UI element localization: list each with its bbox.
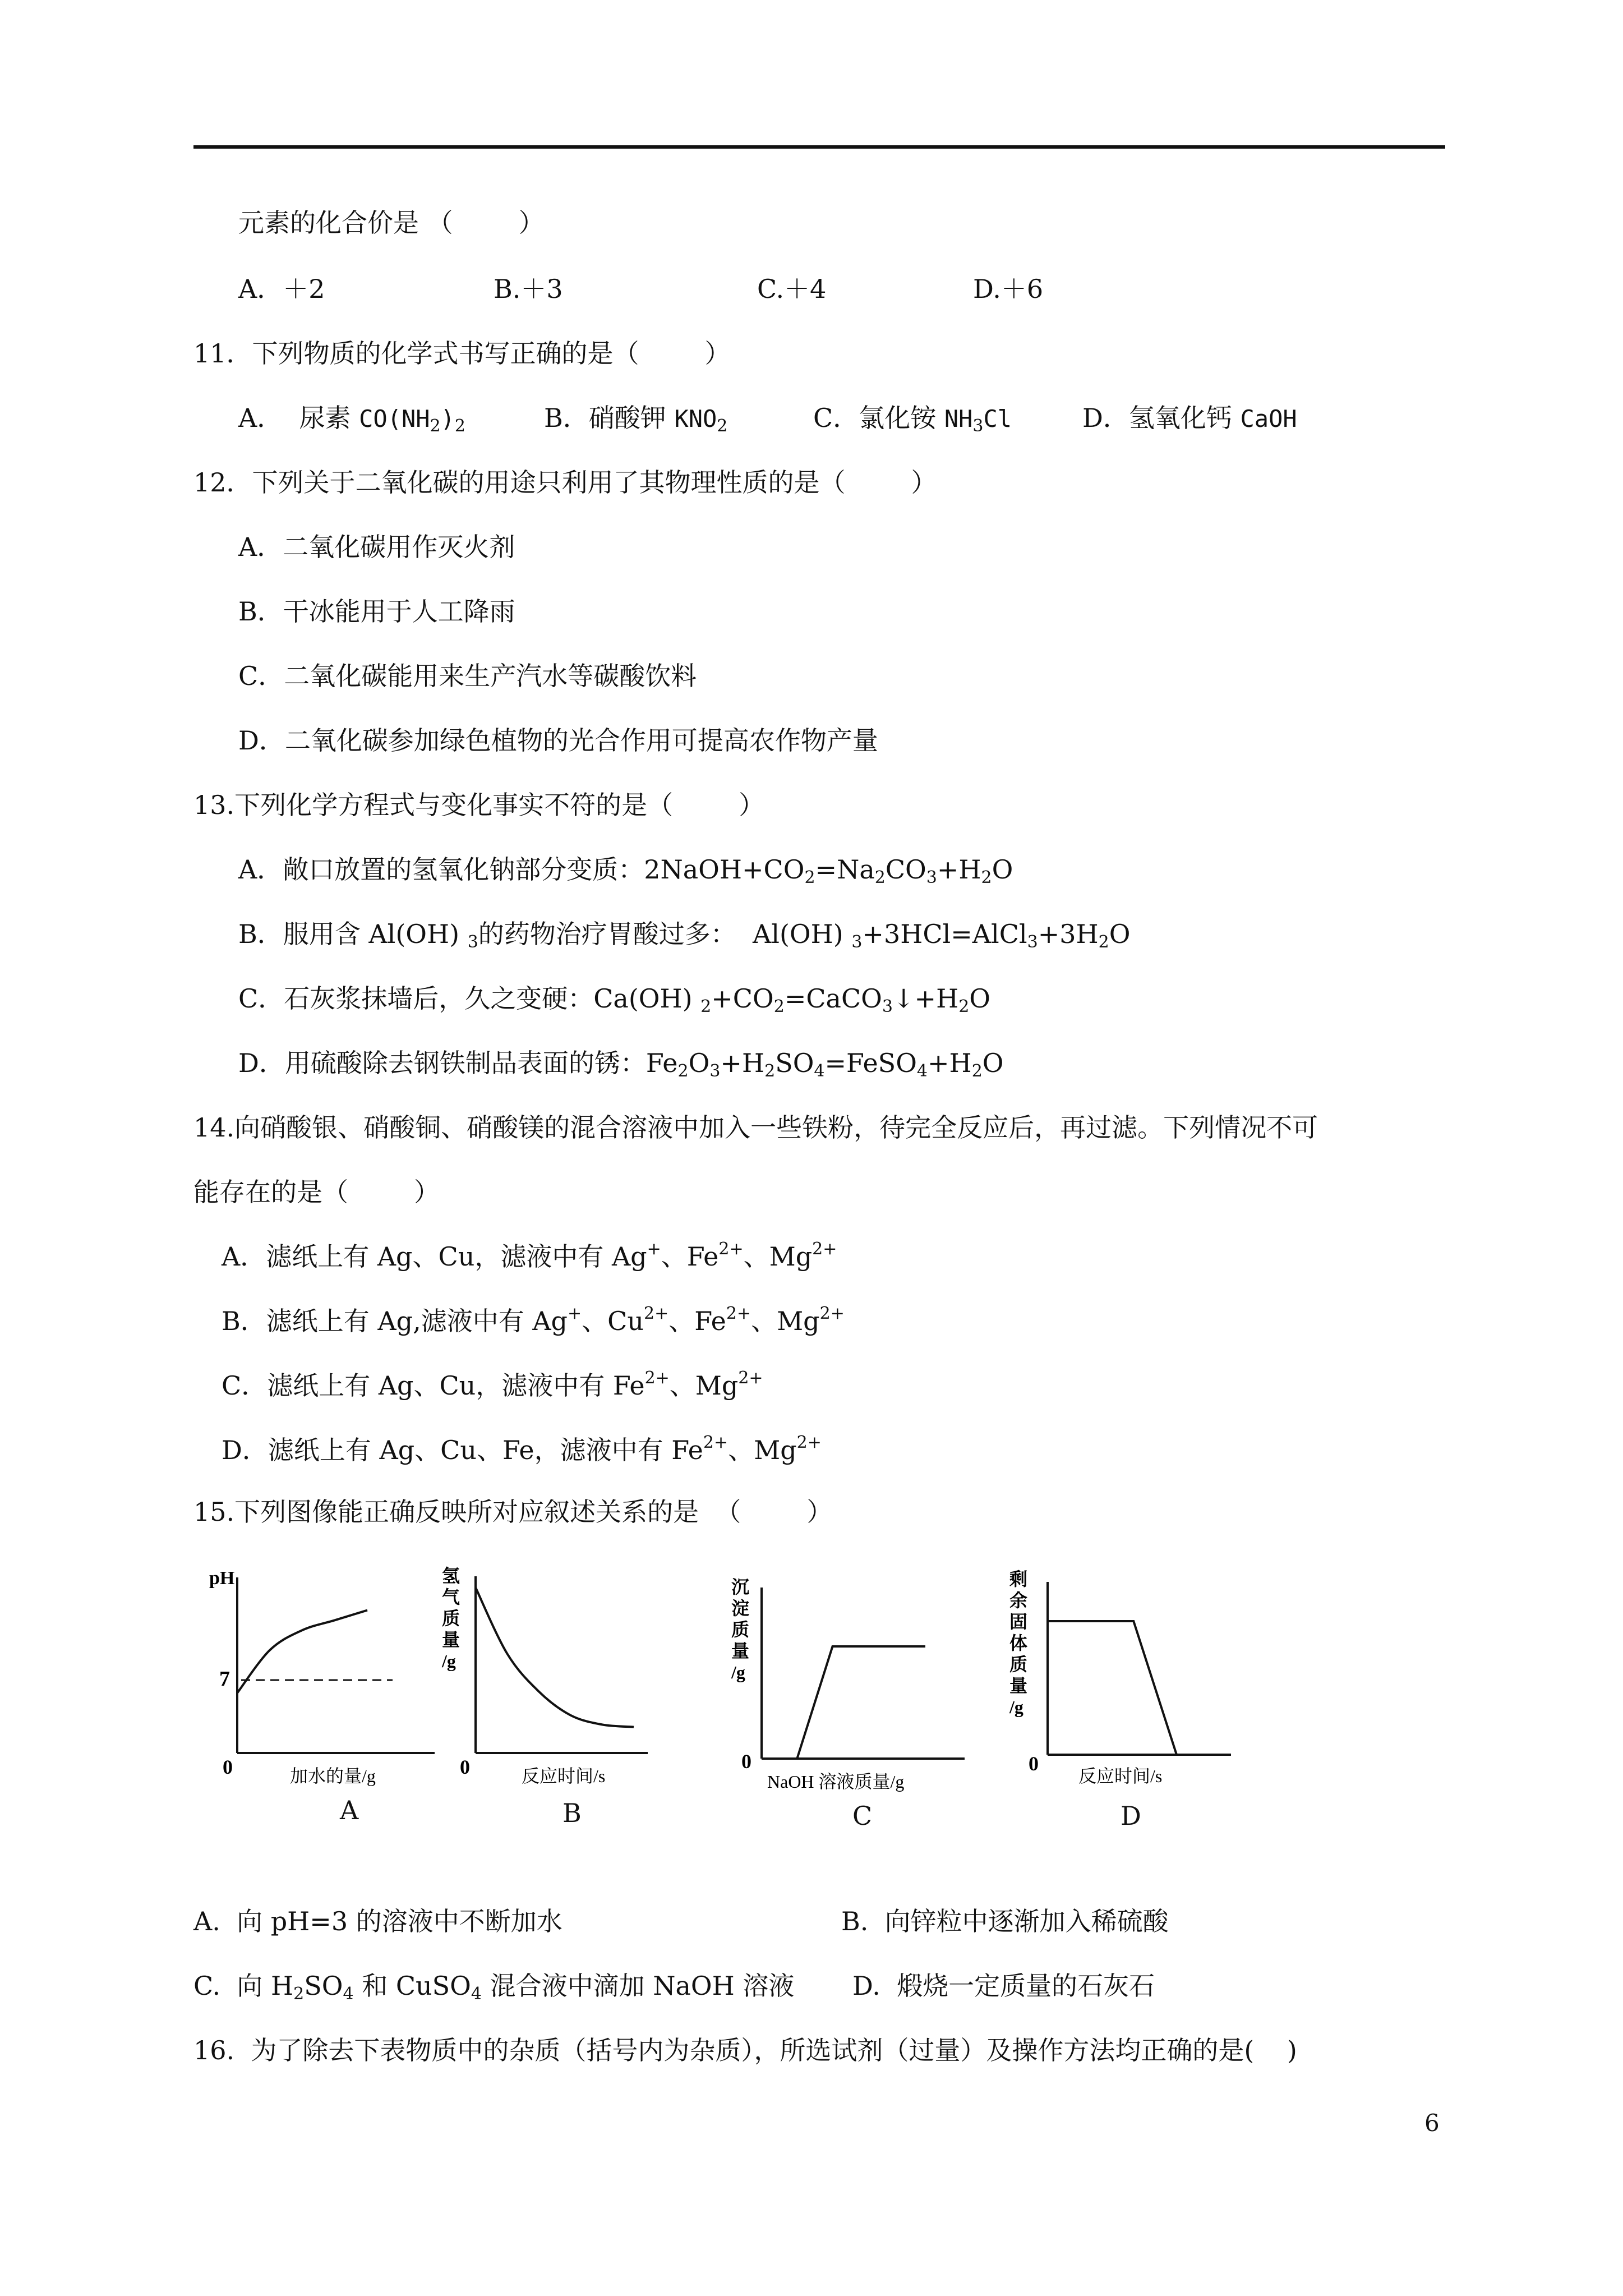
q12-option-b: B．干冰能用于人工降雨 xyxy=(238,596,515,627)
q14-option-b: B．滤纸上有 Ag,滤液中有 Ag+、$Cu^{2+}$、$Fe^{2+}$、$Mg^{2+}$ xyxy=(222,1304,845,1336)
chart-a-letter: A xyxy=(340,1795,359,1825)
q10-option-b: B.＋3 xyxy=(494,274,563,304)
svg-text:量: 量 xyxy=(1009,1676,1028,1696)
chart-a xyxy=(199,1565,446,1789)
chart-d-origin: 0 xyxy=(1029,1752,1039,1775)
q14-option-c: C．滤纸上有 Ag、Cu，滤液中有 $Fe^{2+}$、$Mg^{2+}$ xyxy=(222,1368,763,1401)
svg-text:质: 质 xyxy=(1009,1654,1028,1674)
q13-option-d: D．用硫酸除去钢铁制品表面的锈：$Fe_2O_3+H_2SO_4=FeSO_4+H_2O$ xyxy=(238,1048,1004,1081)
q10-stem-cont: 元素的化合价是 （ ） xyxy=(238,208,545,238)
chart-b-letter: B xyxy=(562,1798,582,1828)
header-rule xyxy=(193,145,1445,149)
svg-text:质: 质 xyxy=(731,1619,750,1640)
q12-stem: 12．下列关于二氧化碳的用途只利用了其物理性质的是（ ） xyxy=(193,467,937,498)
chart-a-origin: 0 xyxy=(223,1756,233,1778)
chart-c-origin: 0 xyxy=(741,1750,751,1773)
chart-d-letter: D xyxy=(1121,1801,1141,1831)
q15-option-a: A. 向 pH=3 的溶液中不断加水 xyxy=(193,1906,562,1936)
q10-option-a: A．＋2 xyxy=(238,274,325,304)
q13-option-a: A．敞口放置的氢氧化钠部分变质：$2NaOH+CO_2=Na_2CO_3+H_2O$ xyxy=(238,854,1013,887)
svg-text:量: 量 xyxy=(731,1641,750,1661)
chart-c xyxy=(723,1565,981,1801)
svg-text:淀: 淀 xyxy=(731,1598,750,1618)
q14-option-d: D．滤纸上有 Ag、Cu、Fe，滤液中有 $Fe^{2+}$、$Mg^{2+}$ xyxy=(222,1433,822,1465)
svg-text:/g: /g xyxy=(442,1651,456,1671)
q10-option-d: D.＋6 xyxy=(973,274,1044,304)
q12-option-d: D．二氧化碳参加绿色植物的光合作用可提高农作物产量 xyxy=(238,725,878,756)
svg-text:氢: 氢 xyxy=(442,1566,460,1586)
chart-b-curve xyxy=(476,1588,634,1727)
chart-d xyxy=(1004,1565,1239,1801)
q15-stem: 15.下列图像能正确反映所对应叙述关系的是 （ ） xyxy=(193,1497,833,1527)
svg-text:固: 固 xyxy=(1009,1612,1028,1632)
svg-text:余: 余 xyxy=(1009,1590,1028,1611)
svg-text:体: 体 xyxy=(1009,1633,1028,1653)
chart-b-ylabel xyxy=(441,1566,460,1671)
chart-a-xlabel: 加水的量/g xyxy=(290,1766,376,1786)
page-number: 6 xyxy=(1424,2109,1440,2137)
chart-d-curve xyxy=(1048,1621,1177,1755)
q11-stem: 11．下列物质的化学式书写正确的是（ ） xyxy=(193,338,731,369)
q14-stem-line2: 能存在的是（ ） xyxy=(193,1177,440,1207)
q15-option-d: D. 煅烧一定质量的石灰石 xyxy=(852,1971,1155,2001)
svg-text:/g: /g xyxy=(731,1662,745,1682)
q13-option-c: C．石灰浆抹墙后，久之变硬：Ca(OH) $_2+CO_2=CaCO_3↓+H_2O$ xyxy=(238,983,990,1016)
chart-c-letter: C xyxy=(852,1801,873,1831)
svg-text:沉: 沉 xyxy=(731,1577,750,1597)
svg-text:气: 气 xyxy=(442,1587,460,1607)
chart-c-curve xyxy=(762,1646,925,1759)
q12-option-c: C．二氧化碳能用来生产汽水等碳酸饮料 xyxy=(238,661,697,691)
q11-option-c: C．氯化铵 $NH_3Cl$ xyxy=(813,403,1012,436)
q11-option-a: A． 尿素 $CO(NH_2)_2$ xyxy=(238,403,466,436)
q14-option-a: A．滤纸上有 Ag、Cu，滤液中有 Ag+、$Fe^{2+}$、$Mg^{2+}$ xyxy=(222,1239,837,1272)
q10-option-c: C.＋4 xyxy=(757,274,827,304)
chart-d-ylabel xyxy=(1009,1569,1027,1717)
svg-text:质: 质 xyxy=(442,1608,460,1628)
svg-text:剩: 剩 xyxy=(1009,1569,1028,1589)
chart-a-ylabel: pH xyxy=(209,1568,235,1589)
q15-option-b: B. 向锌粒中逐渐加入稀硫酸 xyxy=(841,1906,1169,1936)
chart-b xyxy=(437,1565,662,1789)
q16-stem: 16. 为了除去下表物质中的杂质（括号内为杂质），所选试剂（过量）及操作方法均正确的是( ) xyxy=(193,2035,1297,2065)
q13-stem: 13.下列化学方程式与变化事实不符的是（ ） xyxy=(193,790,765,820)
q11-option-d: D．氢氧化钙 CaOH xyxy=(1082,403,1297,433)
chart-c-ylabel xyxy=(731,1577,749,1682)
q13-option-b: B．服用含 Al(OH) $_3$的药物治疗胃酸过多： Al(OH) $_3+3HCl=AlCl_3+3H_2O$ xyxy=(238,919,1131,952)
svg-text:/g: /g xyxy=(1009,1697,1023,1717)
svg-text:量: 量 xyxy=(442,1630,460,1650)
q12-option-a: A．二氧化碳用作灭火剂 xyxy=(238,532,515,562)
q15-option-c: C. 向 $H_2SO_4$ 和 CuSO$_4$ 混合液中滴加 NaOH 溶液 xyxy=(193,1971,795,2004)
chart-b-origin: 0 xyxy=(460,1756,470,1778)
chart-a-ref-label: 7 xyxy=(219,1667,230,1691)
q11-option-b: B．硝酸钾 $KNO_2$ xyxy=(544,403,728,436)
chart-d-xlabel: 反应时间/s xyxy=(1078,1766,1163,1786)
chart-b-xlabel: 反应时间/s xyxy=(522,1766,606,1786)
q14-stem-line1: 14.向硝酸银、硝酸铜、硝酸镁的混合溶液中加入一些铁粉，待完全反应后，再过滤。下列情况不可 xyxy=(193,1112,1318,1143)
chart-c-xlabel: NaOH 溶液质量/g xyxy=(767,1772,905,1792)
